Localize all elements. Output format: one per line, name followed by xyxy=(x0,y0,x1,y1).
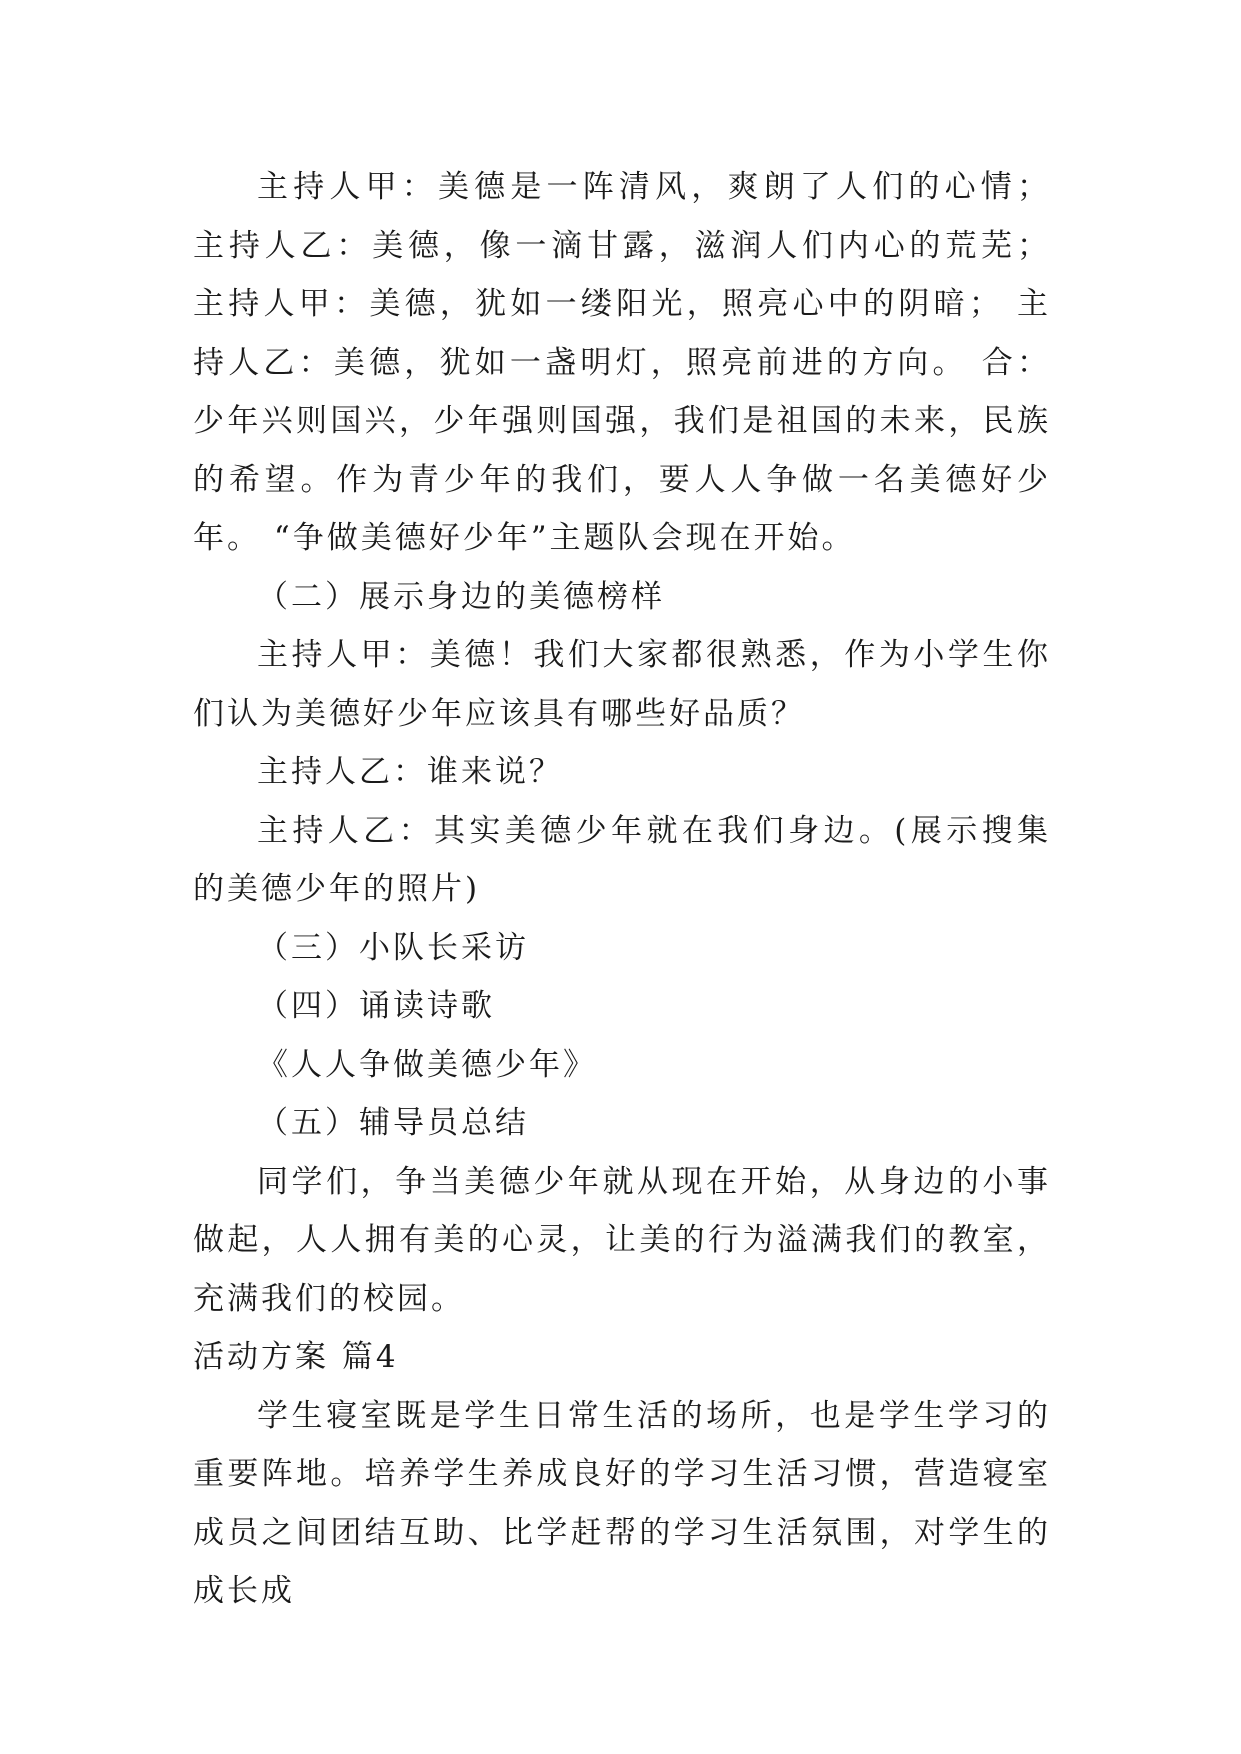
paragraph-summary: 同学们，争当美德少年就从现在开始，从身边的小事做起，人人拥有美的心灵，让美的行为溢满我们的教室，充满我们的校园。 xyxy=(193,1163,1051,1317)
paragraph-opening-dialogue: 主持人甲：美德是一阵清风，爽朗了人们的心情； 主持人乙：美德，像一滴甘露，滋润人们内心的荒芜； 主持人甲：美德，犹如一缕阳光，照亮心中的阴暗； 主持人乙：美德，犹如一盏明灯，照亮前进的方向。 合：少年兴则国兴，少年强则国强，我们是祖国的未来，民族的希望。作为青少年的我们，要人人争做一名美德好少年。 “争做美德好少年”主题队会现在开始。 xyxy=(193,169,1051,556)
section-heading-summary: （五）辅导员总结 xyxy=(257,1105,529,1141)
section-heading-role-models: （二）展示身边的美德榜样 xyxy=(257,578,665,615)
poem-title: 《人人争做美德少年》 xyxy=(257,1046,597,1083)
paragraph-host-b-who: 主持人乙：谁来说？ xyxy=(257,754,563,790)
document-body xyxy=(193,158,1051,1621)
section-heading-interview: （三）小队长采访 xyxy=(257,929,529,966)
paragraph-host-b-photos: 主持人乙：其实美德少年就在我们身边。(展示搜集的美德少年的照片) xyxy=(193,812,1051,907)
plan-title: 活动方案 篇4 xyxy=(193,1339,399,1375)
section-heading-poem: （四）诵读诗歌 xyxy=(257,988,495,1024)
paragraph-host-a-question: 主持人甲：美德！我们大家都很熟悉，作为小学生你们认为美德好少年应该具有哪些好品质？ xyxy=(193,637,1051,732)
paragraph-dormitory: 学生寝室既是学生日常生活的场所，也是学生学习的重要阵地。培养学生养成良好的学习生活习惯，营造寝室成员之间团结互助、比学赶帮的学习生活氛围，对学生的成长成 xyxy=(193,1397,1051,1609)
